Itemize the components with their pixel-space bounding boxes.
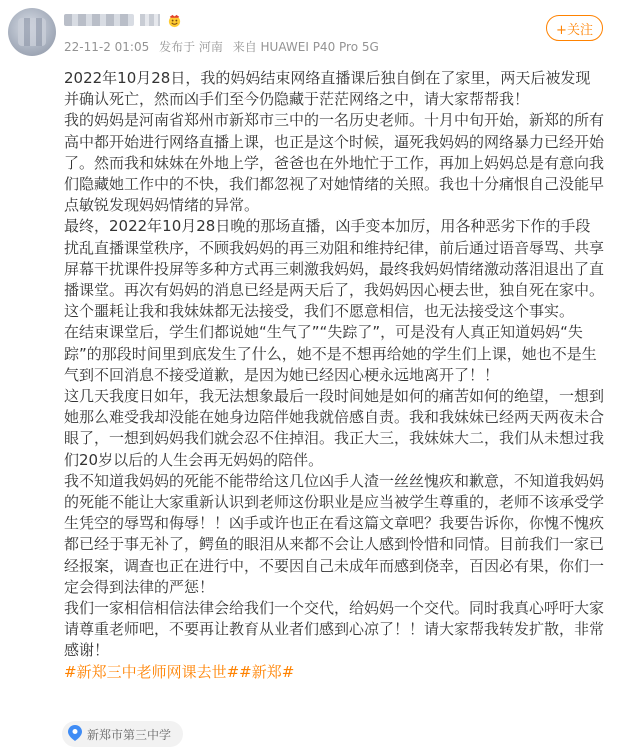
location-tag[interactable] bbox=[62, 721, 183, 747]
follow-button[interactable]: +关注 bbox=[546, 15, 603, 41]
hashtag-link[interactable]: #新郑三中老师网课去世##新郑# bbox=[64, 662, 295, 681]
post-device: 来自 HUAWEI P40 Pro 5G bbox=[232, 40, 379, 54]
post-paragraph: 这几天我度日如年，我无法想象最后一段时间她是如何的痛苦如何的绝望，一想到她那么难受我却没能在她身边陪伴她我就倍感自责。我和我妹妹已经两天两夜未合眼了，一想到妈妈我们就会忍不住掉泪。我正大三，我妹妹大二，我们从未想过我们20岁以后的人生会再无妈妈的陪伴。 bbox=[64, 387, 605, 469]
post-paragraph: 在结束课堂后，学生们都说她“生气了”“失踪了”，可是没有人真正知道妈妈“失踪”的那段时间里到底发生了什么，她不是不想再给她的学生们上课，她也不是生气到不回消息不接受道歉，是因为她已经因心梗永远地离开了！！ bbox=[64, 323, 597, 384]
location-pin-icon bbox=[68, 725, 82, 744]
avatar[interactable] bbox=[8, 8, 56, 56]
post-content bbox=[64, 68, 604, 683]
post-region: 发布于 河南 bbox=[159, 40, 223, 54]
post-timestamp[interactable]: 22-11-2 01:05 bbox=[64, 40, 150, 54]
username-masked-suffix bbox=[140, 14, 160, 26]
avatar-image bbox=[18, 18, 46, 46]
post-paragraph: 我不知道我妈妈的死能不能带给这几位凶手人渣一丝丝愧疚和歉意，不知道我妈妈的死能不能让大家重新认识到老师这份职业是应当被学生尊重的，老师不该承受学生凭空的辱骂和侮辱！！凶手或许也正在看这篇文章吧？我要告诉你，你愧不愧疚都已经于事无补了，鳄鱼的眼泪从来都不会让人感到怜惜和同情。目前我们一家已经报案，调查也正在进行中，不要因自己未成年而感到侥幸，百因必有果，你们一定会得到法律的严惩！ bbox=[64, 471, 605, 596]
emoji-badge-icon bbox=[166, 12, 182, 28]
location-label: 新郑市第三中学 bbox=[87, 727, 172, 742]
username-masked bbox=[64, 14, 134, 26]
post-paragraph: 我的妈妈是河南省郑州市新郑市三中的一名历史老师。十月中旬开始，新郑的所有高中都开始进行网络直播上课，也正是这个时候，逼死我妈妈的网络暴力已经开始了。然而我和妹妹在外地上学，爸爸也在外地忙于工作，再加上妈妈总是有意向我们隐藏她工作中的不快，我们都忽视了对她情绪的关照。我也十分痛恨自己没能早点敏锐发现妈妈情绪的异常。 bbox=[64, 111, 605, 215]
username[interactable] bbox=[64, 13, 182, 27]
post-paragraph: 2022年10月28日，我的妈妈结束网络直播课后独自倒在了家里，两天后被发现并确认死亡，然而凶手们至今仍隐藏于茫茫网络之中，请大家帮帮我！ bbox=[64, 69, 591, 109]
post-paragraph: 最终，2022年10月28日晚的那场直播，凶手变本加厉，用各种恶劣下作的手段扰乱直播课堂秩序，不顾我妈妈的再三劝阻和维持纪律，前后通过语音辱骂、共享屏幕干扰课件投屏等多种方式再三刺激我妈妈，最终我妈妈情绪激动落泪退出了直播课堂。再次有妈妈的消息已经是两天后了，我妈妈因心梗去世，独自死在家中。这个噩耗让我和我妹妹都无法接受，我们不愿意相信，也无法接受这个事实。 bbox=[64, 217, 605, 321]
post-meta bbox=[64, 38, 385, 55]
post-paragraph: 我们一家相信相信法律会给我们一个交代，给妈妈一个交代。同时我真心呼吁大家请尊重老师吧，不要再让教育从业者们感到心凉了！！请大家帮我转发扩散，非常感谢！ bbox=[64, 599, 605, 660]
